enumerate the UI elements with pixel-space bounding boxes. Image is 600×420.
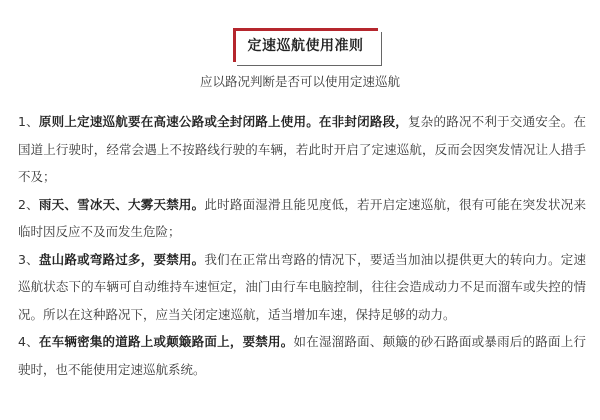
- rule-body: 此时路面湿滑且能见度低，若开启定速巡航，很有可能在突发状况来临时因反应不及而发生危险；: [18, 196, 586, 239]
- rule-body: 复杂的路况不利于交通安全。在国道上行驶时，经常会遇上不按路线行驶的车辆，若此时开启了定速巡航，反而会因突发情况让人措手不及；: [18, 114, 586, 184]
- rule-heading: 雨天、雪冰天、大雾天禁用。: [38, 196, 205, 212]
- rule-number: 2、: [18, 196, 39, 212]
- page-subtitle: 应以路况判断是否可以使用定速巡航: [199, 74, 400, 89]
- rule-number: 4、: [18, 334, 39, 349]
- rule-item: [18, 108, 586, 191]
- rule-heading: 在车辆密集的道路上或颠簸路面上，要禁用。: [38, 334, 294, 349]
- title-box: [233, 28, 378, 62]
- rule-heading: 盘山路或弯路过多，要禁用。: [38, 251, 205, 267]
- rules-list: [18, 108, 586, 383]
- rule-number: 1、: [18, 114, 39, 129]
- page-title: 定速巡航使用准则: [247, 38, 364, 54]
- rule-body: 我们在正常出弯路的情况下，要适当加油以提供更大的转向力。定速巡航状态下的车辆可自动维持车速恒定，油门由行车电脑控制，往往会造成动力不足而溜车或失控的情况。所以在这种路况下，应当关闭定速巡航，适当增加车速，保持足够的动力。: [18, 251, 586, 322]
- rule-item: [18, 191, 586, 246]
- rule-body: 如在湿溜路面、颠簸的砂石路面或暴雨后的路面上行驶时，也不能使用定速巡航系统。: [18, 334, 586, 377]
- rule-number: 3、: [18, 251, 39, 267]
- rule-item: [18, 328, 586, 383]
- rule-item: [18, 246, 586, 329]
- rule-heading: 原则上定速巡航要在高速公路或全封闭路上使用。在非封闭路段，: [38, 114, 409, 129]
